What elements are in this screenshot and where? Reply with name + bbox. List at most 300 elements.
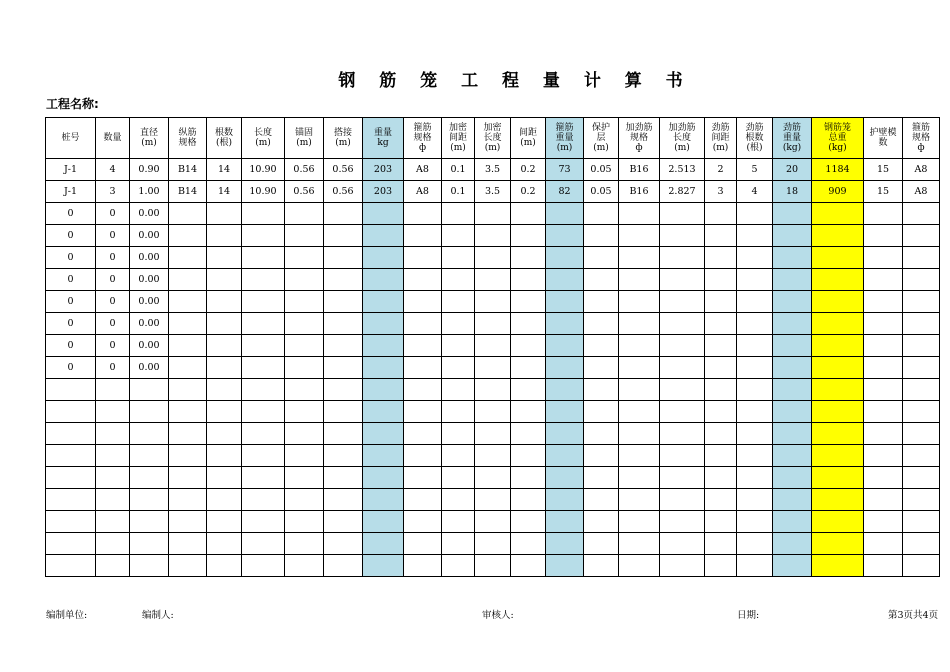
table-cell bbox=[130, 511, 169, 533]
table-cell bbox=[773, 203, 812, 225]
table-cell bbox=[324, 269, 363, 291]
table-cell bbox=[96, 379, 130, 401]
table-cell bbox=[285, 335, 324, 357]
table-cell bbox=[705, 445, 737, 467]
table-cell bbox=[903, 401, 940, 423]
table-cell bbox=[363, 511, 404, 533]
table-cell bbox=[584, 313, 619, 335]
header-row bbox=[46, 118, 940, 159]
table-cell bbox=[285, 313, 324, 335]
table-cell bbox=[404, 379, 442, 401]
table-cell bbox=[242, 313, 285, 335]
table-cell bbox=[584, 357, 619, 379]
table-cell bbox=[475, 225, 511, 247]
column-header: 加密 长度 (m) bbox=[475, 118, 511, 159]
table-row bbox=[46, 291, 940, 313]
table-cell bbox=[619, 247, 660, 269]
table-cell bbox=[660, 511, 705, 533]
table-cell bbox=[363, 313, 404, 335]
table-cell bbox=[404, 533, 442, 555]
table-cell: 15 bbox=[864, 159, 903, 181]
table-cell bbox=[207, 423, 242, 445]
table-cell bbox=[242, 555, 285, 577]
table-cell bbox=[169, 489, 207, 511]
table-cell: 0 bbox=[46, 269, 96, 291]
table-cell bbox=[546, 533, 584, 555]
table-cell: 10.90 bbox=[242, 181, 285, 203]
table-cell bbox=[442, 291, 475, 313]
table-cell bbox=[584, 445, 619, 467]
table-cell bbox=[324, 247, 363, 269]
table-cell bbox=[903, 467, 940, 489]
table-cell bbox=[546, 511, 584, 533]
table-cell bbox=[130, 555, 169, 577]
column-header: 保护 层 (m) bbox=[584, 118, 619, 159]
table-cell bbox=[619, 313, 660, 335]
table-cell bbox=[812, 467, 864, 489]
table-cell bbox=[242, 401, 285, 423]
table-cell bbox=[511, 401, 546, 423]
table-cell bbox=[584, 511, 619, 533]
table-cell bbox=[242, 533, 285, 555]
table-cell bbox=[737, 533, 773, 555]
table-cell bbox=[737, 225, 773, 247]
table-cell bbox=[903, 357, 940, 379]
table-cell bbox=[475, 379, 511, 401]
table-cell bbox=[475, 269, 511, 291]
table-cell bbox=[660, 555, 705, 577]
table-cell bbox=[737, 489, 773, 511]
table-cell bbox=[475, 401, 511, 423]
table-cell bbox=[475, 489, 511, 511]
table-cell bbox=[130, 379, 169, 401]
table-cell bbox=[242, 423, 285, 445]
table-cell bbox=[404, 247, 442, 269]
table-cell bbox=[404, 445, 442, 467]
table-cell bbox=[511, 489, 546, 511]
table-cell bbox=[660, 401, 705, 423]
table-cell: 10.90 bbox=[242, 159, 285, 181]
table-cell: 0.00 bbox=[130, 313, 169, 335]
table-cell bbox=[442, 357, 475, 379]
table-cell bbox=[363, 379, 404, 401]
table-cell bbox=[903, 379, 940, 401]
table-cell bbox=[660, 489, 705, 511]
table-cell bbox=[737, 423, 773, 445]
table-cell bbox=[169, 445, 207, 467]
table-cell bbox=[442, 423, 475, 445]
table-cell bbox=[475, 533, 511, 555]
table-cell bbox=[737, 445, 773, 467]
table-cell bbox=[546, 335, 584, 357]
column-header: 箍筋 规格 ф bbox=[404, 118, 442, 159]
table-cell: A8 bbox=[404, 181, 442, 203]
table-cell bbox=[96, 467, 130, 489]
table-cell: 0.00 bbox=[130, 247, 169, 269]
table-cell bbox=[363, 445, 404, 467]
table-cell bbox=[285, 467, 324, 489]
table-cell bbox=[812, 335, 864, 357]
table-cell bbox=[169, 203, 207, 225]
table-cell bbox=[511, 313, 546, 335]
table-row bbox=[46, 511, 940, 533]
table-cell bbox=[511, 335, 546, 357]
table-cell bbox=[864, 555, 903, 577]
table-cell bbox=[773, 357, 812, 379]
table-cell bbox=[207, 445, 242, 467]
table-cell bbox=[737, 247, 773, 269]
table-cell bbox=[705, 555, 737, 577]
table-cell: 3.5 bbox=[475, 181, 511, 203]
table-cell bbox=[285, 357, 324, 379]
table-cell: 5 bbox=[737, 159, 773, 181]
project-name-label: 工程名称: bbox=[46, 97, 99, 111]
table-cell bbox=[285, 511, 324, 533]
table-cell bbox=[404, 335, 442, 357]
table-cell: 0.00 bbox=[130, 357, 169, 379]
table-cell bbox=[584, 379, 619, 401]
table-cell bbox=[737, 335, 773, 357]
table-cell bbox=[285, 203, 324, 225]
table-cell bbox=[363, 555, 404, 577]
table-cell bbox=[404, 203, 442, 225]
table-cell: B16 bbox=[619, 159, 660, 181]
table-cell bbox=[546, 203, 584, 225]
table-cell: 0.00 bbox=[130, 225, 169, 247]
table-cell: 203 bbox=[363, 181, 404, 203]
table-cell bbox=[404, 313, 442, 335]
table-cell bbox=[363, 247, 404, 269]
table-cell: 0 bbox=[46, 291, 96, 313]
table-cell bbox=[324, 313, 363, 335]
table-cell bbox=[773, 533, 812, 555]
table-cell bbox=[475, 313, 511, 335]
table-cell bbox=[812, 247, 864, 269]
footer-date: 日期: bbox=[737, 610, 760, 621]
table-cell bbox=[705, 379, 737, 401]
table-cell bbox=[207, 555, 242, 577]
table-cell: 0 bbox=[96, 357, 130, 379]
table-cell: B14 bbox=[169, 159, 207, 181]
table-cell bbox=[737, 401, 773, 423]
table-cell bbox=[619, 203, 660, 225]
table-cell bbox=[285, 423, 324, 445]
table-cell bbox=[773, 511, 812, 533]
table-cell bbox=[584, 269, 619, 291]
table-cell bbox=[705, 203, 737, 225]
table-cell: 0 bbox=[96, 203, 130, 225]
table-cell bbox=[511, 379, 546, 401]
table-row bbox=[46, 313, 940, 335]
table-cell bbox=[812, 445, 864, 467]
table-cell bbox=[324, 467, 363, 489]
table-cell bbox=[475, 467, 511, 489]
table-cell: 3 bbox=[96, 181, 130, 203]
table-cell bbox=[705, 533, 737, 555]
table-cell bbox=[169, 467, 207, 489]
column-header: 加劲筋 长度 (m) bbox=[660, 118, 705, 159]
document-title: 钢 筋 笼 工 程 量 计 算 书 bbox=[338, 71, 692, 91]
table-cell: 82 bbox=[546, 181, 584, 203]
table-cell bbox=[404, 357, 442, 379]
table-row bbox=[46, 225, 940, 247]
table-cell bbox=[363, 489, 404, 511]
table-row bbox=[46, 445, 940, 467]
table-cell: 0 bbox=[46, 225, 96, 247]
table-cell bbox=[475, 291, 511, 313]
table-cell: 0.05 bbox=[584, 159, 619, 181]
table-cell bbox=[285, 533, 324, 555]
table-cell bbox=[442, 401, 475, 423]
table-cell bbox=[864, 357, 903, 379]
table-cell bbox=[324, 423, 363, 445]
table-cell bbox=[324, 335, 363, 357]
table-cell bbox=[864, 511, 903, 533]
table-cell bbox=[737, 555, 773, 577]
table-cell bbox=[169, 379, 207, 401]
column-header: 护壁模 数 bbox=[864, 118, 903, 159]
table-cell bbox=[285, 247, 324, 269]
table-cell bbox=[96, 445, 130, 467]
table-cell bbox=[207, 225, 242, 247]
table-cell: 14 bbox=[207, 181, 242, 203]
table-cell bbox=[324, 555, 363, 577]
table-cell bbox=[207, 357, 242, 379]
table-cell bbox=[363, 467, 404, 489]
table-cell bbox=[363, 203, 404, 225]
column-header: 重量 kg bbox=[363, 118, 404, 159]
table-cell bbox=[46, 533, 96, 555]
table-cell: 3.5 bbox=[475, 159, 511, 181]
table-cell bbox=[404, 511, 442, 533]
table-cell bbox=[404, 467, 442, 489]
column-header: 数量 bbox=[96, 118, 130, 159]
table-cell bbox=[511, 247, 546, 269]
table-cell bbox=[705, 335, 737, 357]
table-cell bbox=[404, 269, 442, 291]
table-cell bbox=[660, 203, 705, 225]
table-cell bbox=[324, 533, 363, 555]
table-row bbox=[46, 335, 940, 357]
table-cell bbox=[169, 225, 207, 247]
table-cell bbox=[169, 247, 207, 269]
table-cell bbox=[619, 225, 660, 247]
table-cell: B14 bbox=[169, 181, 207, 203]
table-cell: 18 bbox=[773, 181, 812, 203]
table-cell bbox=[442, 247, 475, 269]
table-cell bbox=[207, 511, 242, 533]
table-cell bbox=[705, 225, 737, 247]
table-cell bbox=[363, 335, 404, 357]
table-cell bbox=[404, 423, 442, 445]
table-cell bbox=[169, 555, 207, 577]
table-cell bbox=[619, 401, 660, 423]
table-cell bbox=[46, 467, 96, 489]
table-cell bbox=[773, 313, 812, 335]
table-cell: 20 bbox=[773, 159, 812, 181]
table-cell bbox=[903, 269, 940, 291]
table-cell bbox=[242, 357, 285, 379]
table-cell bbox=[511, 423, 546, 445]
table-cell: J-1 bbox=[46, 159, 96, 181]
table-row bbox=[46, 489, 940, 511]
table-cell bbox=[812, 511, 864, 533]
column-header: 加劲筋 规格 ф bbox=[619, 118, 660, 159]
table-cell bbox=[242, 335, 285, 357]
table-cell bbox=[442, 379, 475, 401]
table-cell: B16 bbox=[619, 181, 660, 203]
table-cell bbox=[207, 313, 242, 335]
table-body bbox=[46, 118, 940, 577]
table-cell bbox=[812, 555, 864, 577]
table-cell bbox=[903, 291, 940, 313]
table-cell bbox=[773, 555, 812, 577]
table-cell bbox=[546, 225, 584, 247]
table-cell bbox=[130, 401, 169, 423]
column-header: 劲筋 重量 (kg) bbox=[773, 118, 812, 159]
table-cell bbox=[46, 423, 96, 445]
table-cell bbox=[404, 489, 442, 511]
table-row bbox=[46, 379, 940, 401]
table-cell bbox=[864, 401, 903, 423]
table-cell bbox=[475, 203, 511, 225]
table-cell: J-1 bbox=[46, 181, 96, 203]
table-cell bbox=[812, 225, 864, 247]
table-cell bbox=[584, 423, 619, 445]
table-cell bbox=[903, 489, 940, 511]
table-cell bbox=[207, 269, 242, 291]
table-cell bbox=[705, 467, 737, 489]
table-cell bbox=[864, 203, 903, 225]
table-cell: A8 bbox=[903, 159, 940, 181]
table-cell bbox=[285, 489, 324, 511]
table-cell bbox=[96, 423, 130, 445]
table-cell bbox=[660, 313, 705, 335]
table-cell bbox=[660, 247, 705, 269]
table-cell bbox=[773, 401, 812, 423]
table-cell bbox=[46, 555, 96, 577]
table-cell bbox=[903, 247, 940, 269]
table-cell bbox=[169, 533, 207, 555]
table-cell bbox=[619, 335, 660, 357]
table-cell: A8 bbox=[903, 181, 940, 203]
table-cell bbox=[812, 379, 864, 401]
table-cell bbox=[442, 511, 475, 533]
table-cell bbox=[812, 423, 864, 445]
table-cell bbox=[773, 269, 812, 291]
table-cell bbox=[96, 533, 130, 555]
table-cell bbox=[546, 379, 584, 401]
table-cell bbox=[705, 313, 737, 335]
table-cell bbox=[584, 401, 619, 423]
table-cell: 1.00 bbox=[130, 181, 169, 203]
column-header: 纵筋 规格 bbox=[169, 118, 207, 159]
table-cell bbox=[619, 467, 660, 489]
table-cell: 0 bbox=[96, 291, 130, 313]
table-cell bbox=[324, 379, 363, 401]
column-header: 锚固 (m) bbox=[285, 118, 324, 159]
table-cell bbox=[619, 379, 660, 401]
table-cell bbox=[660, 335, 705, 357]
table-cell bbox=[903, 511, 940, 533]
table-cell bbox=[363, 357, 404, 379]
footer-author: 编制人: bbox=[142, 610, 174, 621]
table-row bbox=[46, 467, 940, 489]
table-cell bbox=[511, 357, 546, 379]
table-cell bbox=[903, 335, 940, 357]
table-cell bbox=[546, 445, 584, 467]
table-cell: 0.05 bbox=[584, 181, 619, 203]
table-cell bbox=[285, 291, 324, 313]
table-cell bbox=[864, 489, 903, 511]
table-cell bbox=[207, 379, 242, 401]
table-cell bbox=[812, 489, 864, 511]
table-cell bbox=[442, 533, 475, 555]
table-cell bbox=[903, 555, 940, 577]
table-cell bbox=[46, 445, 96, 467]
table-cell bbox=[619, 269, 660, 291]
table-cell bbox=[511, 555, 546, 577]
table-cell bbox=[737, 203, 773, 225]
table-cell bbox=[660, 291, 705, 313]
footer-unit: 编制单位: bbox=[46, 610, 88, 621]
table-cell bbox=[207, 489, 242, 511]
table-cell bbox=[169, 511, 207, 533]
table-cell bbox=[511, 291, 546, 313]
table-cell bbox=[660, 467, 705, 489]
table-cell bbox=[363, 269, 404, 291]
table-cell bbox=[207, 335, 242, 357]
table-cell bbox=[584, 335, 619, 357]
table-cell bbox=[812, 203, 864, 225]
table-cell bbox=[546, 291, 584, 313]
table-cell bbox=[475, 335, 511, 357]
table-cell bbox=[324, 401, 363, 423]
table-row bbox=[46, 247, 940, 269]
table-cell bbox=[584, 467, 619, 489]
table-row bbox=[46, 401, 940, 423]
table-cell bbox=[404, 555, 442, 577]
table-cell bbox=[737, 379, 773, 401]
table-cell bbox=[442, 555, 475, 577]
table-cell bbox=[903, 203, 940, 225]
table-cell bbox=[812, 533, 864, 555]
table-row bbox=[46, 423, 940, 445]
table-cell: 0 bbox=[46, 313, 96, 335]
table-cell: 73 bbox=[546, 159, 584, 181]
table-cell bbox=[705, 401, 737, 423]
table-cell bbox=[285, 225, 324, 247]
column-header: 箍筋 规格 ф bbox=[903, 118, 940, 159]
table-cell bbox=[903, 313, 940, 335]
table-cell: 0.2 bbox=[511, 159, 546, 181]
table-cell bbox=[96, 489, 130, 511]
table-cell bbox=[864, 291, 903, 313]
table-cell: 0 bbox=[96, 335, 130, 357]
table-cell: 0 bbox=[46, 247, 96, 269]
table-cell bbox=[903, 423, 940, 445]
table-cell bbox=[96, 555, 130, 577]
table-cell bbox=[442, 203, 475, 225]
table-cell bbox=[773, 291, 812, 313]
table-cell bbox=[324, 291, 363, 313]
table-cell: 0.90 bbox=[130, 159, 169, 181]
rebar-cage-table bbox=[45, 117, 940, 577]
column-header: 长度 (m) bbox=[242, 118, 285, 159]
table-cell bbox=[130, 445, 169, 467]
table-cell bbox=[324, 203, 363, 225]
table-cell bbox=[285, 555, 324, 577]
